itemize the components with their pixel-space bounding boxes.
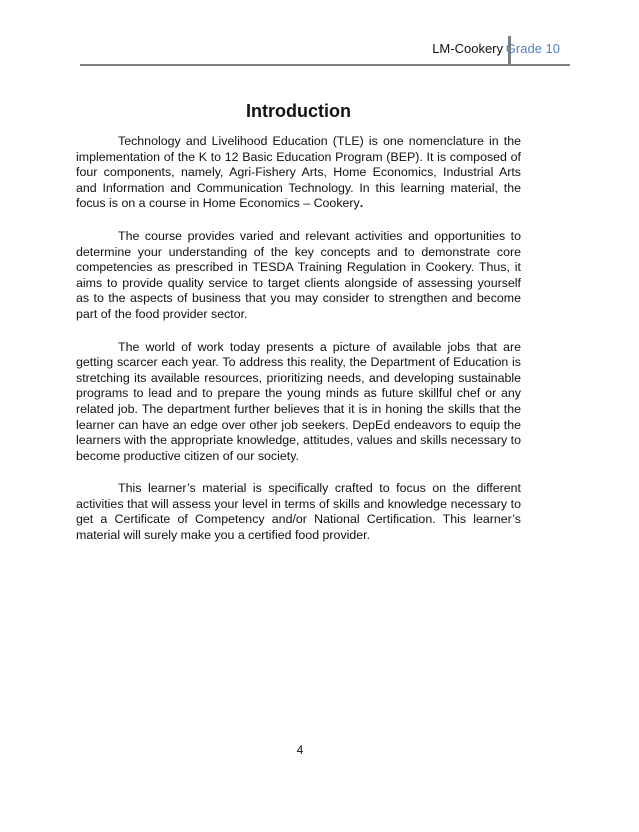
intro-paragraph-1-tail: .: [359, 196, 364, 211]
intro-paragraph-3: The world of work today presents a picture of available jobs that are getting scarcer each year. To address this reality, the Department of Education is stretching its available resources, prioritizing needs, and developing sustainable programs to lead and to prepare the young minds as future skillful chef or any related job. The department further believes that it is in honing the skills that the learner can have an edge over other job seekers. DepEd endeavors to equip the learners with the appropriate knowledge, attitudes, values and skills necessary to become productive citizen of our society.: [76, 339, 521, 463]
page-content: [76, 99, 521, 561]
intro-paragraph-1: [76, 134, 521, 212]
intro-paragraph-1-text: Technology and Livelihood Education (TLE) is one nomenclature in the implementation of the K to 12 Basic Education Program (BEP). It is composed of four components, namely, Agri-Fishery Arts, Home Economics, Industrial Arts and Information and Communication Technology. In this learning material, the focus is on a course in Home Economics – Cookery: [76, 134, 521, 211]
page-number: 4: [296, 743, 304, 757]
intro-paragraph-4: This learner’s material is specifically crafted to focus on the different activities that will assess your level in terms of skills and knowledge necessary to get a Certificate of Competency and/or National Certification. This learner’s material will surely make you a certified food provider.: [76, 481, 521, 543]
header-rule: [80, 64, 570, 66]
intro-paragraph-2: The course provides varied and relevant activities and opportunities to determine your understanding of the key concepts and to demonstrate core competencies as prescribed in TESDA Training Regulation in Cookery. Thus, it aims to provide quality service to target clients alongside of assessing yourself as to the aspects of business that you may consider to strengthen and become part of the food provider sector.: [76, 228, 521, 321]
header-grade: Grade 10: [505, 41, 560, 56]
header-title: LM-Cookery: [432, 41, 503, 56]
page-title: Introduction: [246, 101, 351, 121]
page-header: [0, 36, 570, 66]
